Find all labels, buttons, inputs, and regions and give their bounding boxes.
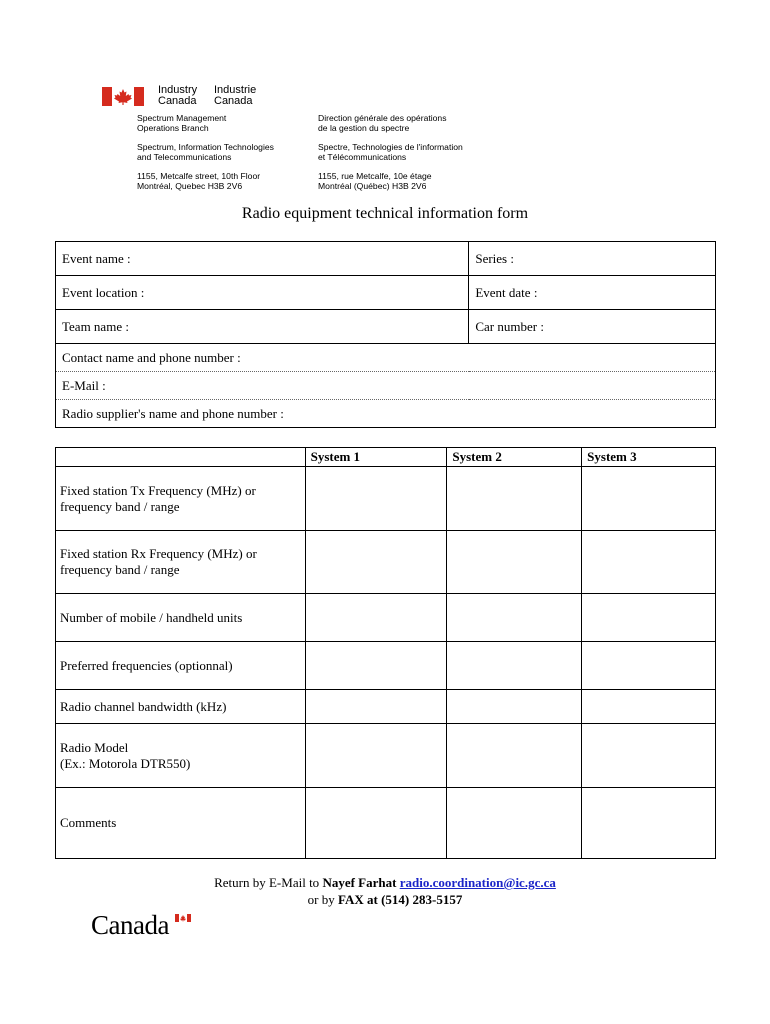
canada-flag-icon: [102, 87, 144, 106]
fax-instructions: [0, 891, 770, 908]
tx-frequency-system-3-cell[interactable]: [582, 467, 716, 531]
address-fr-branch: Direction générale des opérations de la gestion du spectre: [318, 113, 447, 133]
tx-frequency-system-2-cell[interactable]: [447, 467, 582, 531]
fax-number: FAX at (514) 283-5157: [338, 892, 463, 907]
contact-name: Nayef Farhat: [322, 875, 397, 890]
car-number-field[interactable]: Car number :: [469, 310, 716, 344]
system-2-header: System 2: [447, 448, 582, 467]
row-label-channel-bandwidth: Radio channel bandwidth (kHz): [56, 690, 306, 724]
mobile-units-system-1-cell[interactable]: [305, 594, 447, 642]
radio-model-system-2-cell[interactable]: [447, 724, 582, 788]
rx-frequency-system-2-cell[interactable]: [447, 531, 582, 594]
fax-prefix: or by: [307, 892, 338, 907]
mobile-units-system-3-cell[interactable]: [582, 594, 716, 642]
event-location-field[interactable]: Event location :: [56, 276, 469, 310]
event-name-field[interactable]: Event name :: [56, 242, 469, 276]
dept-name-en: Industry Canada: [158, 84, 198, 107]
form-title: Radio equipment technical information form: [241, 205, 529, 222]
canada-wordmark: Canada: [91, 910, 169, 940]
row-label-comments: Comments: [56, 788, 306, 859]
return-prefix: Return by E-Mail to: [214, 875, 323, 890]
radio-model-system-3-cell[interactable]: [582, 724, 716, 788]
rx-frequency-system-3-cell[interactable]: [582, 531, 716, 594]
address-en-division: Spectrum, Information Technologies and Telecommunications: [137, 142, 274, 162]
event-info-table: [55, 241, 716, 428]
dept-name-fr: Industrie Canada: [214, 84, 257, 107]
rx-frequency-system-1-cell[interactable]: [305, 531, 447, 594]
return-instructions: [0, 874, 770, 891]
radio-model-system-1-cell[interactable]: [305, 724, 447, 788]
comments-system-2-cell[interactable]: [447, 788, 582, 859]
team-name-field[interactable]: Team name :: [56, 310, 469, 344]
row-label-tx-frequency: Fixed station Tx Frequency (MHz) or frequency band / range: [56, 467, 306, 531]
contact-field[interactable]: Contact name and phone number :: [56, 344, 716, 372]
series-field[interactable]: Series :: [469, 242, 716, 276]
email-field[interactable]: E-Mail :: [56, 372, 716, 400]
comments-system-3-cell[interactable]: [582, 788, 716, 859]
tx-frequency-system-1-cell[interactable]: [305, 467, 447, 531]
preferred-frequencies-system-2-cell[interactable]: [447, 642, 582, 690]
address-fr-street: 1155, rue Metcalfe, 10e étage Montréal (Québec) H3B 2V6: [318, 171, 432, 191]
systems-header-blank: [56, 448, 306, 467]
mobile-units-system-2-cell[interactable]: [447, 594, 582, 642]
address-en-branch: Spectrum Management Operations Branch: [137, 113, 227, 133]
preferred-frequencies-system-1-cell[interactable]: [305, 642, 447, 690]
row-label-preferred-frequencies: Preferred frequencies (optionnal): [56, 642, 306, 690]
address-en-street: 1155, Metcalfe street, 10th Floor Montréal, Quebec H3B 2V6: [137, 171, 261, 191]
comments-system-1-cell[interactable]: [305, 788, 447, 859]
event-date-field[interactable]: Event date :: [469, 276, 716, 310]
address-fr-division: Spectre, Technologies de l'information et Télécommunications: [318, 142, 463, 162]
preferred-frequencies-system-3-cell[interactable]: [582, 642, 716, 690]
row-label-mobile-units: Number of mobile / handheld units: [56, 594, 306, 642]
channel-bandwidth-system-1-cell[interactable]: [305, 690, 447, 724]
channel-bandwidth-system-2-cell[interactable]: [447, 690, 582, 724]
systems-table: [55, 447, 716, 859]
system-1-header: System 1: [305, 448, 447, 467]
wordmark-flag-icon: [175, 914, 191, 922]
channel-bandwidth-system-3-cell[interactable]: [582, 690, 716, 724]
email-link[interactable]: radio.coordination@ic.gc.ca: [399, 875, 556, 890]
row-label-radio-model: Radio Model (Ex.: Motorola DTR550): [56, 724, 306, 788]
system-3-header: System 3: [582, 448, 716, 467]
row-label-rx-frequency: Fixed station Rx Frequency (MHz) or frequency band / range: [56, 531, 306, 594]
supplier-field[interactable]: Radio supplier's name and phone number :: [56, 400, 716, 428]
